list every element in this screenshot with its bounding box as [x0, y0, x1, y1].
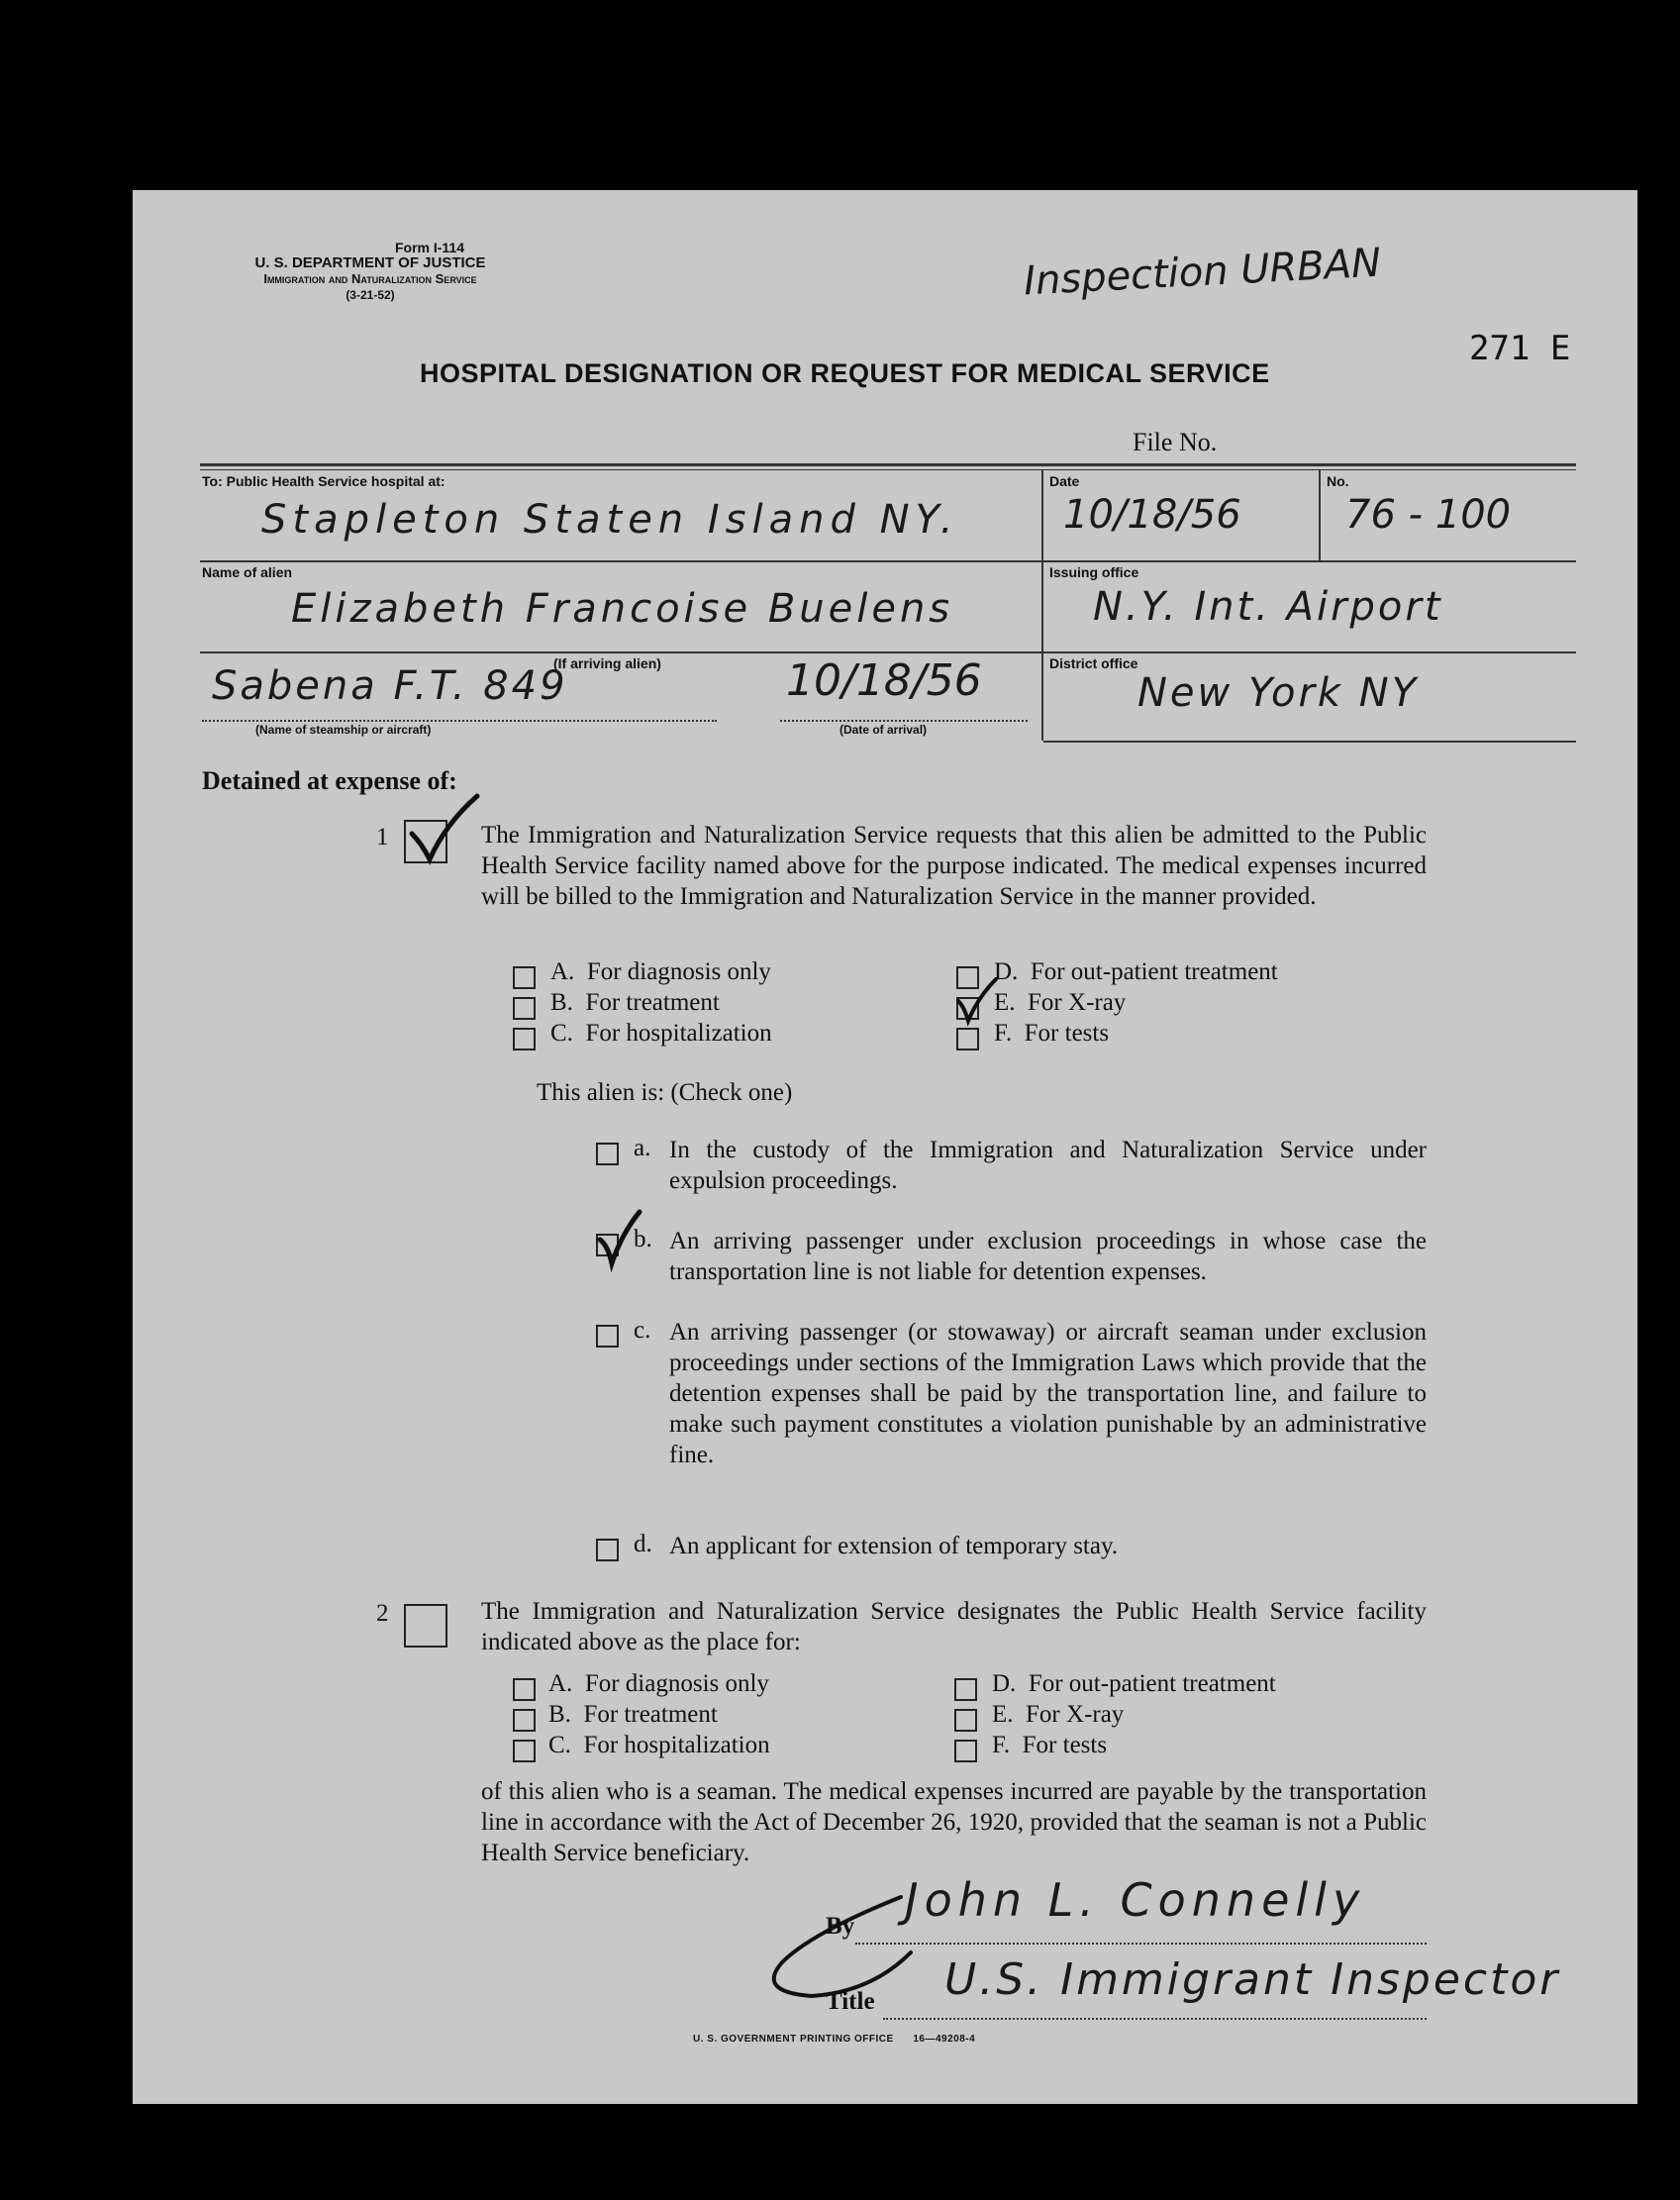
date-value[interactable]: 10/18/56 — [1063, 492, 1241, 538]
s2-option-b-checkbox[interactable] — [513, 1709, 536, 1732]
section1-number: 1 — [376, 824, 389, 850]
s2-option-e — [992, 1701, 1124, 1729]
s2-option-a-letter: A. — [548, 1670, 573, 1697]
district-office-label: District office — [1049, 655, 1138, 671]
s2-option-d-text: For out-patient treatment — [1028, 1670, 1276, 1697]
signature-by-value[interactable]: John L. Connelly — [905, 1873, 1366, 1927]
signature-flourish — [752, 1893, 950, 2012]
vessel-value[interactable]: Sabena F.T. 849 — [212, 663, 568, 709]
s1-option-c — [550, 1020, 772, 1048]
title-label: Title — [826, 1988, 875, 2015]
s1-option-a-text: For diagnosis only — [586, 958, 771, 985]
s2-option-c — [548, 1732, 770, 1759]
s1-option-c-letter: C. — [550, 1020, 573, 1047]
form-revision-date: (3-21-52) — [346, 288, 395, 302]
s2-option-f-letter: F. — [992, 1732, 1011, 1758]
s2-option-b-letter: B. — [548, 1701, 571, 1728]
s2-option-f-checkbox[interactable] — [954, 1740, 977, 1762]
s2-option-f — [992, 1732, 1107, 1759]
s1-option-c-checkbox[interactable] — [513, 1028, 536, 1050]
arrival-date-underline — [780, 720, 1028, 722]
section2-number: 2 — [376, 1600, 389, 1627]
vessel-field-label: (Name of steamship or aircraft) — [255, 723, 432, 737]
arrival-date-label: (Date of arrival) — [840, 723, 928, 737]
s2-option-d-checkbox[interactable] — [954, 1678, 977, 1701]
section2-footer-text: of this alien who is a seaman. The medical expenses incurred are payable by the transportation line in accordance with the Act of December 26, 1920, provided that the seaman is not a Public Health Service beneficiary. — [481, 1778, 1427, 1866]
form-sheet — [133, 190, 1637, 2104]
title-line — [883, 2018, 1427, 2020]
s2-option-a — [548, 1670, 769, 1698]
s2-option-a-text: For diagnosis only — [584, 1670, 769, 1697]
file-no-label: File No. — [1133, 428, 1218, 456]
grid-row-line-1 — [200, 560, 1576, 562]
to-label: To: Public Health Service hospital at: — [202, 473, 445, 489]
s2-option-e-text: For X-ray — [1026, 1701, 1125, 1728]
s2-option-e-letter: E. — [992, 1701, 1014, 1728]
s1-option-d — [994, 958, 1278, 986]
grid-row-line-2 — [200, 651, 1576, 653]
status-a-checkbox[interactable] — [596, 1143, 619, 1165]
s1-option-e — [994, 989, 1126, 1017]
handwritten-note: Inspection URBAN — [1023, 240, 1383, 305]
grid-bottom-line — [1043, 741, 1576, 743]
department-name: U. S. DEPARTMENT OF JUSTICE — [254, 254, 486, 271]
s1-option-b-checkbox[interactable] — [513, 997, 536, 1020]
s1-option-f-text: For tests — [1024, 1020, 1110, 1047]
s1-option-f-checkbox[interactable] — [956, 1028, 979, 1050]
status-d-text: An applicant for extension of temporary stay. — [669, 1533, 1119, 1559]
district-office-value[interactable]: New York NY — [1137, 670, 1420, 716]
signature-title-value[interactable]: U.S. Immigrant Inspector — [944, 1954, 1561, 2005]
grid-divider-no — [1319, 469, 1321, 560]
detained-label: Detained at expense of: — [202, 766, 457, 795]
issuing-office-label: Issuing office — [1049, 564, 1139, 580]
form-title: HOSPITAL DESIGNATION OR REQUEST FOR MEDICAL SERVICE — [420, 358, 1270, 388]
status-a-letter: a. — [634, 1135, 651, 1161]
s1-option-b-letter: B. — [550, 989, 573, 1016]
status-c-letter: c. — [634, 1317, 651, 1344]
status-c-checkbox[interactable] — [596, 1325, 619, 1348]
s2-option-c-checkbox[interactable] — [513, 1740, 536, 1762]
stamp-number: 271 E — [1469, 329, 1571, 368]
s1-option-d-letter: D. — [994, 958, 1019, 985]
status-c-text: An arriving passenger (or stowaway) or aircraft seaman under exclusion proceedings under sections of the Immigration Laws which provide that the detention expenses shall be paid by the transportation line, and failure to make such payment constitutes a violation punishable by an administrative fine. — [669, 1319, 1427, 1468]
no-value[interactable]: 76 - 100 — [1345, 492, 1512, 538]
form-header-block — [182, 240, 558, 303]
section1-checkmark — [408, 794, 487, 883]
s1-option-e-text: For X-ray — [1028, 989, 1127, 1016]
s1-option-d-text: For out-patient treatment — [1030, 958, 1278, 985]
grid-top-line — [200, 463, 1576, 466]
s1-option-f-letter: F. — [994, 1020, 1013, 1047]
alien-is-label: This alien is: (Check one) — [537, 1079, 793, 1106]
status-b-text: An arriving passenger under exclusion proceedings in whose case the transportation line is not liable for detention expenses. — [669, 1228, 1427, 1285]
vessel-underline — [202, 720, 717, 722]
form-number: Form I-114 — [394, 240, 465, 255]
s2-option-e-checkbox[interactable] — [954, 1709, 977, 1732]
printer-footer — [693, 2034, 975, 2045]
s1-option-e-letter: E. — [994, 989, 1016, 1016]
service-name: Immigration and Naturalization Service — [263, 271, 477, 286]
s1-option-a-letter: A. — [550, 958, 575, 985]
section2-text: The Immigration and Naturalization Service designates the Public Health Service facility indicated above as the place for: — [481, 1598, 1427, 1655]
status-a-text: In the custody of the Immigration and Naturalization Service under expulsion proceedings. — [669, 1137, 1427, 1194]
s1-option-c-text: For hospitalization — [585, 1020, 772, 1047]
status-b-letter: b. — [634, 1226, 652, 1252]
name-label: Name of alien — [202, 564, 293, 580]
s2-option-c-letter: C. — [548, 1732, 571, 1758]
s2-option-c-text: For hospitalization — [583, 1732, 770, 1758]
issuing-office-value[interactable]: N.Y. Int. Airport — [1093, 584, 1443, 630]
s2-option-f-text: For tests — [1022, 1732, 1108, 1758]
name-value[interactable]: Elizabeth Francoise Buelens — [291, 586, 954, 632]
s2-option-a-checkbox[interactable] — [513, 1678, 536, 1701]
s1-option-f — [994, 1020, 1109, 1048]
s2-option-b-text: For treatment — [583, 1701, 718, 1728]
by-label: By — [826, 1913, 855, 1940]
section2-checkbox[interactable] — [404, 1604, 447, 1648]
no-label: No. — [1327, 473, 1349, 489]
grid-divider-main — [1041, 469, 1043, 741]
s2-option-d — [992, 1670, 1276, 1698]
s1-option-a — [550, 958, 771, 986]
printer-name: U. S. GOVERNMENT PRINTING OFFICE — [693, 2034, 894, 2045]
to-value[interactable]: Stapleton Staten Island NY. — [261, 497, 959, 543]
s1-option-b-text: For treatment — [585, 989, 720, 1016]
grid-top-line-2 — [200, 469, 1576, 470]
arriving-alien-label: (If arriving alien) — [553, 655, 661, 671]
arrival-date-value[interactable]: 10/18/56 — [786, 655, 982, 706]
s1-option-b — [550, 989, 720, 1017]
s2-option-b — [548, 1701, 718, 1729]
status-d-letter: d. — [634, 1531, 652, 1557]
s2-option-d-letter: D. — [992, 1670, 1017, 1697]
s1-option-a-checkbox[interactable] — [513, 966, 536, 989]
date-label: Date — [1049, 473, 1080, 489]
print-code: 16—49208-4 — [913, 2034, 976, 2045]
status-d-checkbox[interactable] — [596, 1539, 619, 1561]
section1-text: The Immigration and Naturalization Service requests that this alien be admitted to the Public Health Service facility named above for the purpose indicated. The medical expenses incurred will be billed to the Immigration and Naturalization Service in the manner provided. — [481, 822, 1427, 910]
